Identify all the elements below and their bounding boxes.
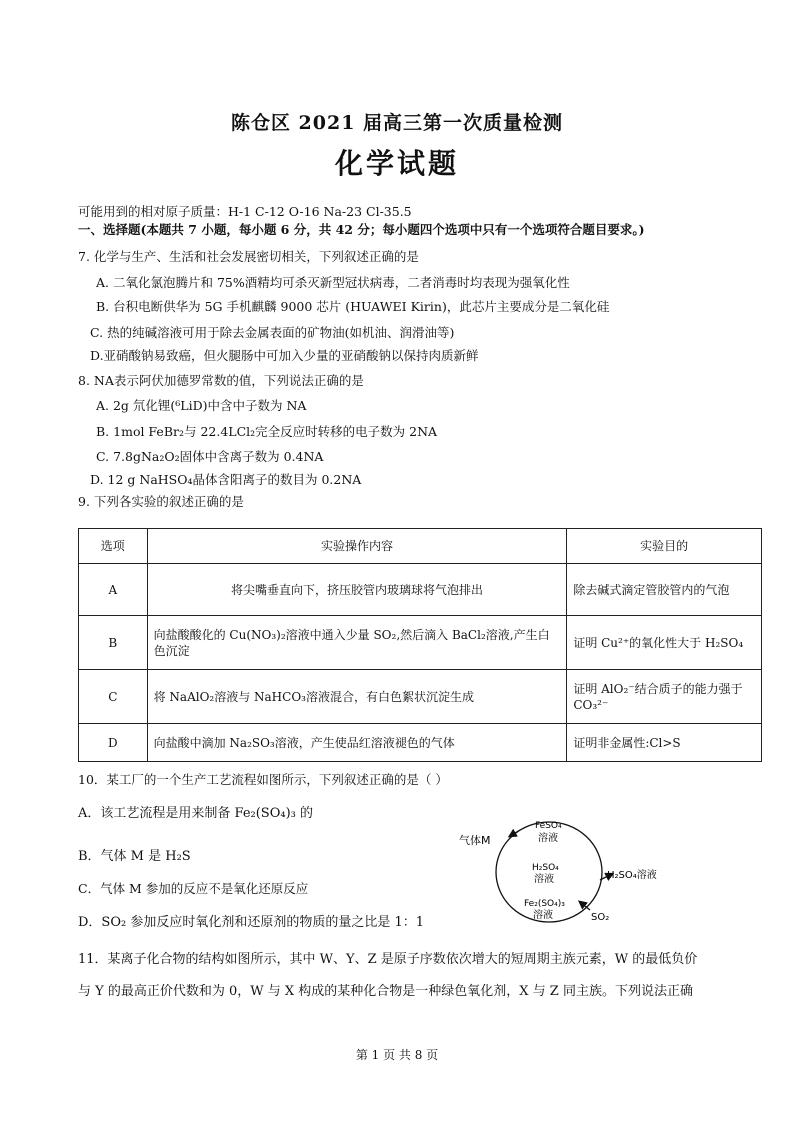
table-cell-option: C <box>79 670 148 724</box>
table-cell-operation: 向盐酸中滴加 Na₂SO₃溶液，产生使品红溶液褪色的气体 <box>147 724 567 762</box>
h2so4-output-label: H₂SO₄溶液 <box>607 870 657 881</box>
q8-option-b: B. 1mol FeBr₂与 22.4LCl₂完全反应时转移的电子数为 2NA <box>96 424 438 439</box>
q10-stem: 10．某工厂的一个生产工艺流程如图所示，下列叙述正确的是（ ） <box>78 772 448 787</box>
feso4-solution-label: 溶液 <box>538 833 558 844</box>
table-row <box>79 670 762 724</box>
q10-option-b: B．气体 M 是 H₂S <box>78 849 191 864</box>
table-cell-operation: 将 NaAlO₂溶液与 NaHCO₃溶液混合，有白色絮状沉淀生成 <box>147 670 567 724</box>
q10-option-a: A．该工艺流程是用来制备 Fe₂(SO₄)₃ 的 <box>78 806 313 821</box>
q7-option-d: D.亚硝酸钠易致癌，但火腿肠中可加入少量的亚硝酸钠以保持肉质新鲜 <box>90 348 479 363</box>
h2so4-solution-label: 溶液 <box>534 874 554 885</box>
page-footer: 第 1 页 共 8 页 <box>355 1048 439 1062</box>
table-row <box>79 724 762 762</box>
q9-stem: 9. 下列各实验的叙述正确的是 <box>78 494 244 509</box>
q11-line-1: 11．某离子化合物的结构如图所示，其中 W、Y、Z 是原子序数依次增大的短周期主族元素，W 的最低负价 <box>78 952 698 967</box>
table-header-row <box>79 529 762 564</box>
q7-stem: 7. 化学与生产、生活和社会发展密切相关，下列叙述正确的是 <box>78 249 419 264</box>
table-header-cell: 选项 <box>79 529 148 564</box>
feso4-label: FeSO₄ <box>535 821 562 831</box>
q7-option-a: A. 二氧化氯泡腾片和 75%酒精均可杀灭新型冠状病毒，二者消毒时均表现为强氧化性 <box>96 275 570 290</box>
q8-option-c: C. 7.8gNa₂O₂固体中含离子数为 0.4NA <box>96 449 324 464</box>
q7-option-b: B. 台积电断供华为 5G 手机麒麟 9000 芯片 (HUAWEI Kirin)，此芯片主要成分是二氧化硅 <box>96 299 610 314</box>
h2so4-label: H₂SO₄ <box>532 863 559 873</box>
q11-line-2: 与 Y 的最高正价代数和为 0，W 与 X 构成的某种化合物是一种绿色氧化剂，X 与 Z 同主族。下列说法正确 <box>78 984 693 999</box>
fe2so43-label: Fe₂(SO₄)₃ <box>524 899 565 909</box>
section-heading: 一、选择题(本题共 7 小题，每小题 6 分，共 42 分；每小题四个选项中只有一个选项符合题目要求。) <box>78 222 645 237</box>
q8-option-d: D. 12 g NaHSO₄晶体含阳离子的数目为 0.2NA <box>90 472 362 487</box>
table-cell-operation: 向盐酸酸化的 Cu(NO₃)₂溶液中通入少量 SO₂,然后滴入 BaCl₂溶液,产生白色沉淀 <box>147 616 567 670</box>
q10-option-c: C．气体 M 参加的反应不是氧化还原反应 <box>78 881 309 896</box>
table-header-cell: 实验目的 <box>567 529 762 564</box>
so2-label: SO₂ <box>591 912 610 923</box>
table-cell-purpose: 证明 AlO₂⁻结合质子的能力强于 CO₃²⁻ <box>567 670 762 724</box>
fe2so43-solution-label: 溶液 <box>533 910 553 921</box>
q10-option-d: D．SO₂ 参加反应时氧化剂和还原剂的物质的量之比是 1：1 <box>78 915 425 930</box>
process-cycle-diagram <box>450 812 700 924</box>
table-row <box>79 564 762 616</box>
table-cell-purpose: 除去碱式滴定管胶管内的气泡 <box>567 564 762 616</box>
q8-stem: 8. NA表示阿伏加德罗常数的值，下列说法正确的是 <box>78 373 364 388</box>
table-cell-option: B <box>79 616 148 670</box>
table-cell-option: D <box>79 724 148 762</box>
table-row <box>79 616 762 670</box>
table-cell-operation: 将尖嘴垂直向下，挤压胶管内玻璃球将气泡排出 <box>147 564 567 616</box>
q8-option-a: A. 2g 氘化锂(⁶LiD)中含中子数为 NA <box>96 398 307 413</box>
table-cell-option: A <box>79 564 148 616</box>
table-cell-purpose: 证明 Cu²⁺的氧化性大于 H₂SO₄ <box>567 616 762 670</box>
table-header-cell: 实验操作内容 <box>147 529 567 564</box>
subject-title: 化学试题 <box>334 147 459 180</box>
gas-m-label: 气体M <box>459 834 491 847</box>
exam-title: 陈仓区 2021 届高三第一次质量检测 <box>230 112 564 134</box>
atomic-masses: 可能用到的相对原子质量：H-1 C-12 O-16 Na-23 Cl-35.5 <box>78 204 412 219</box>
q7-option-c: C. 热的纯碱溶液可用于除去金属表面的矿物油(如机油、润滑油等) <box>90 325 455 340</box>
experiment-table <box>78 528 762 762</box>
gas-m-arrow <box>510 830 520 836</box>
table-cell-purpose: 证明非金属性:Cl>S <box>567 724 762 762</box>
